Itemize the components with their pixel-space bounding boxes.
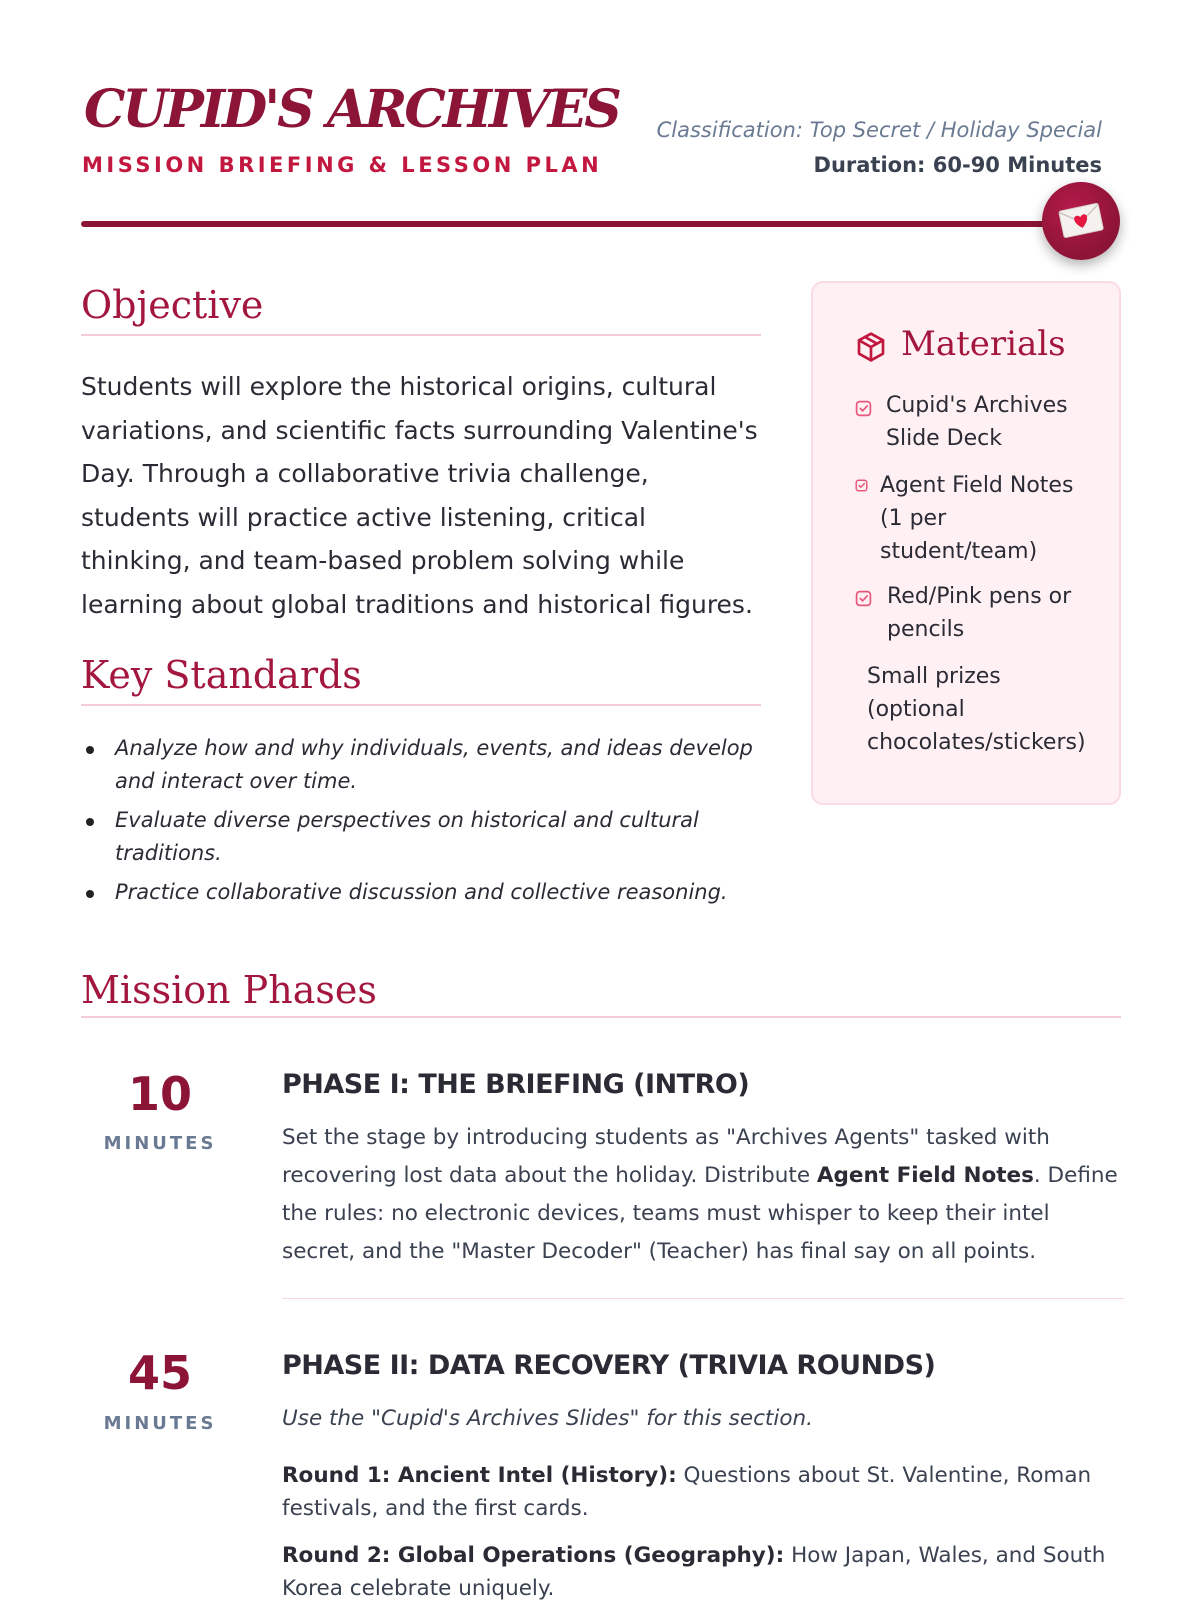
checkbox-icon (855, 590, 872, 607)
bullet-icon (86, 818, 94, 826)
standard-text: Practice collaborative discussion and collective reasoning. (115, 880, 728, 904)
love-letter-icon (1058, 201, 1104, 239)
checkbox-icon (855, 400, 872, 417)
objective-divider (81, 334, 761, 336)
standard-text: Evaluate diverse perspectives on historical and cultural traditions. (115, 808, 699, 865)
materials-item: Cupid's Archives Slide Deck (886, 393, 1068, 451)
phase-2-round-1 (282, 1459, 1124, 1525)
standards-heading: Key Standards (81, 653, 362, 697)
materials-item: Small prizes (optional chocolates/stickers) (867, 664, 1086, 755)
materials-item: Agent Field Notes (1 per student/team) (880, 473, 1074, 564)
phase-1-body-bold: Agent Field Notes (816, 1163, 1034, 1188)
objective-heading: Objective (81, 283, 264, 327)
phase-2-unit: MINUTES (103, 1413, 217, 1434)
phase-1-title: PHASE I: THE BRIEFING (INTRO) (282, 1069, 750, 1100)
phase-2-title: PHASE II: DATA RECOVERY (TRIVIA ROUNDS) (282, 1350, 936, 1381)
objective-text: Students will explore the historical origins, cultural variations, and scientific facts surrounding Valentine's Day. Through a collaborative trivia challenge, students will practice active listening, critical thinking, and team-based problem solving while learning about global traditions and historical figures. (81, 372, 758, 619)
phase-1-minutes: 10 (127, 1067, 192, 1121)
standard-item (81, 876, 761, 909)
round-2-label: Round 2: Global Operations (Geography): (282, 1543, 785, 1568)
seal-badge (1042, 182, 1120, 260)
standards-divider (81, 704, 761, 706)
round-1-label: Round 1: Ancient Intel (History): (282, 1463, 677, 1488)
round-1-text: Questions about St. Valentine, Roman festivals, and the first cards. (282, 1463, 1092, 1521)
duration-label: Duration: 60-90 Minutes (813, 153, 1102, 177)
bullet-icon (86, 746, 94, 754)
classification-label: Classification: Top Secret / Holiday Special (656, 118, 1102, 142)
standard-item (81, 804, 761, 870)
header-divider (81, 221, 1081, 227)
materials-item: Red/Pink pens or pencils (887, 584, 1072, 642)
standards-list (81, 732, 761, 915)
phase-1-body (282, 1119, 1124, 1271)
checkbox-icon (855, 479, 868, 492)
standard-item (81, 732, 761, 798)
phase-1-unit: MINUTES (103, 1133, 217, 1154)
phases-divider (81, 1016, 1121, 1018)
phases-heading: Mission Phases (81, 968, 377, 1012)
materials-heading: Materials (901, 324, 1066, 364)
box-icon (855, 331, 887, 363)
phase-2-note: Use the "Cupid's Archives Slides" for this section. (282, 1406, 813, 1431)
phase-1-body-start: Set the stage by introducing students as "Archives Agents" tasked with recovering lost data about the holiday. Distribute (282, 1125, 1050, 1188)
phase-divider (282, 1298, 1124, 1299)
standard-text: Analyze how and why individuals, events, and ideas develop and interact over time. (115, 736, 753, 793)
bullet-icon (86, 890, 94, 898)
phase-1-body-end: . Define the rules: no electronic devices, teams must whisper to keep their intel secret, and the "Master Decoder" (Teacher) has final say on all points. (282, 1163, 1118, 1264)
phase-2-minutes: 45 (127, 1346, 192, 1400)
materials-card (811, 281, 1121, 805)
brand-title: CUPID'S ARCHIVES (84, 79, 619, 140)
brand-subtitle: MISSION BRIEFING & LESSON PLAN (82, 153, 603, 177)
round-2-text: How Japan, Wales, and South Korea celebrate uniquely. (282, 1543, 1106, 1600)
phase-2-round-2 (282, 1539, 1124, 1600)
